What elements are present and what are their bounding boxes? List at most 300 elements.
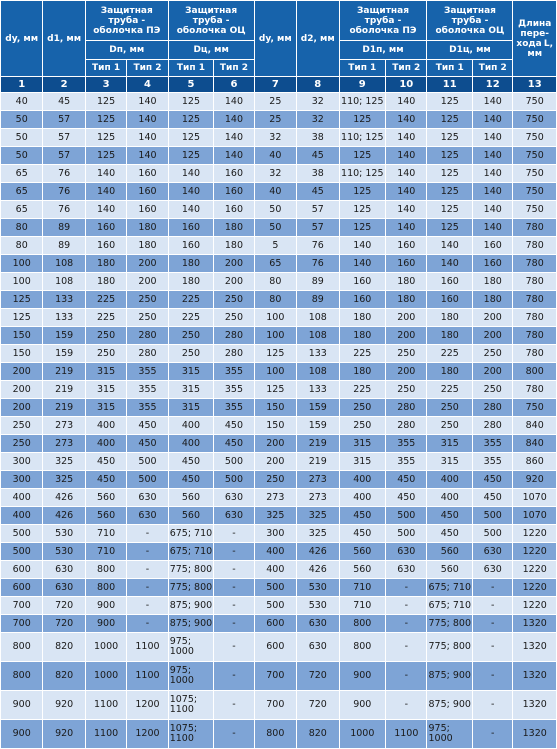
header-type2-dn: Тип 2 — [127, 60, 168, 77]
table-cell: 560 — [168, 489, 214, 507]
column-number: 7 — [254, 77, 296, 93]
table-cell: 200 — [214, 255, 254, 273]
table-cell: - — [473, 597, 513, 615]
table-cell: 400 — [427, 471, 473, 489]
table-cell: 450 — [214, 417, 254, 435]
header-type1-dn: Тип 1 — [85, 60, 126, 77]
table-cell: 125 — [85, 93, 126, 111]
table-cell: 40 — [254, 183, 296, 201]
table-cell: 160 — [427, 291, 473, 309]
table-cell: 125 — [85, 147, 126, 165]
table-cell: - — [127, 597, 168, 615]
table-cell: 750 — [513, 183, 557, 201]
table-row — [1, 327, 557, 345]
table-cell: 800 — [1, 662, 43, 691]
table-cell: 250 — [127, 291, 168, 309]
table-cell: 400 — [168, 417, 214, 435]
table-cell: 325 — [297, 507, 339, 525]
table-cell: 125 — [168, 93, 214, 111]
table-cell: 180 — [473, 291, 513, 309]
table-cell: 273 — [43, 435, 85, 453]
table-cell: 180 — [339, 327, 386, 345]
table-cell: 500 — [214, 471, 254, 489]
table-cell: 150 — [1, 327, 43, 345]
table-cell: 160 — [339, 273, 386, 291]
table-cell: 900 — [339, 691, 386, 720]
table-cell: 675; 710 — [168, 543, 214, 561]
table-cell: 355 — [386, 435, 427, 453]
table-cell: 630 — [214, 489, 254, 507]
table-cell: 315 — [85, 363, 126, 381]
table-cell: 280 — [127, 327, 168, 345]
table-cell: 780 — [513, 381, 557, 399]
table-cell: 450 — [214, 435, 254, 453]
table-cell: 65 — [1, 201, 43, 219]
table-cell: 1100 — [85, 691, 126, 720]
table-cell: 710 — [339, 579, 386, 597]
table-cell: 225 — [339, 345, 386, 363]
table-cell: 1200 — [127, 691, 168, 720]
table-cell: 160 — [168, 219, 214, 237]
table-cell: 250 — [339, 399, 386, 417]
table-row — [1, 662, 557, 691]
table-cell: 400 — [1, 489, 43, 507]
table-cell: 450 — [386, 471, 427, 489]
table-cell: 325 — [43, 453, 85, 471]
table-cell: 775; 800 — [427, 633, 473, 662]
table-row — [1, 111, 557, 129]
table-cell: 140 — [473, 183, 513, 201]
table-cell: 315 — [85, 381, 126, 399]
table-cell: 180 — [127, 219, 168, 237]
table-cell: 630 — [127, 489, 168, 507]
table-row — [1, 597, 557, 615]
table-cell: 32 — [297, 93, 339, 111]
table-cell: 100 — [254, 309, 296, 327]
table-cell: 1075; 1100 — [168, 720, 214, 749]
table-cell: 630 — [473, 561, 513, 579]
table-cell: - — [214, 579, 254, 597]
table-cell: 1220 — [513, 543, 557, 561]
table-cell: 140 — [473, 147, 513, 165]
table-cell: 355 — [473, 453, 513, 471]
table-cell: 780 — [513, 273, 557, 291]
table-cell: 125 — [254, 345, 296, 363]
table-cell: - — [127, 543, 168, 561]
table-cell: 250 — [168, 345, 214, 363]
table-row — [1, 183, 557, 201]
table-row — [1, 291, 557, 309]
table-cell: 500 — [386, 507, 427, 525]
table-cell: 900 — [85, 597, 126, 615]
table-cell: 125 — [168, 129, 214, 147]
table-cell: 280 — [214, 327, 254, 345]
table-cell: 315 — [168, 399, 214, 417]
table-cell: 280 — [386, 399, 427, 417]
table-cell: 45 — [297, 183, 339, 201]
table-cell: 250 — [1, 435, 43, 453]
table-cell: - — [214, 543, 254, 561]
table-cell: 280 — [473, 399, 513, 417]
table-cell: 80 — [1, 219, 43, 237]
header-type1-dc: Тип 1 — [168, 60, 214, 77]
table-row — [1, 345, 557, 363]
table-cell: 140 — [168, 201, 214, 219]
table-cell: 159 — [297, 417, 339, 435]
table-cell: 1100 — [127, 633, 168, 662]
table-cell: 315 — [85, 399, 126, 417]
table-cell: 710 — [85, 543, 126, 561]
table-cell: 125 — [85, 129, 126, 147]
table-cell: 100 — [254, 363, 296, 381]
table-cell: 900 — [1, 720, 43, 749]
header-type1-d1c: Тип 1 — [427, 60, 473, 77]
table-cell: 250 — [1, 417, 43, 435]
table-cell: 250 — [254, 471, 296, 489]
table-cell: 500 — [473, 525, 513, 543]
table-cell: 25 — [254, 111, 296, 129]
table-cell: 500 — [1, 525, 43, 543]
table-cell: 125 — [168, 147, 214, 165]
table-cell: 700 — [254, 691, 296, 720]
header-type2-d1n: Тип 2 — [386, 60, 427, 77]
header-type2-dc: Тип 2 — [214, 60, 254, 77]
header-d1n: D1п, мм — [339, 41, 427, 60]
table-cell: 140 — [386, 129, 427, 147]
table-cell: 76 — [43, 183, 85, 201]
table-cell: 89 — [43, 237, 85, 255]
table-cell: 775; 800 — [168, 561, 214, 579]
table-cell: 840 — [513, 417, 557, 435]
table-cell: 140 — [473, 93, 513, 111]
table-cell: 65 — [254, 255, 296, 273]
table-cell: 180 — [85, 255, 126, 273]
table-cell: 110; 125 — [339, 129, 386, 147]
table-cell: 200 — [473, 327, 513, 345]
table-cell: 250 — [127, 309, 168, 327]
table-cell: 200 — [254, 453, 296, 471]
table-cell: 50 — [254, 201, 296, 219]
table-cell: 780 — [513, 291, 557, 309]
table-cell: 600 — [1, 561, 43, 579]
header-oc-group: Защитная труба - оболочка ОЦ — [168, 1, 254, 41]
table-cell: 400 — [339, 489, 386, 507]
table-cell: - — [127, 579, 168, 597]
table-cell: 140 — [473, 111, 513, 129]
table-cell: 875; 900 — [168, 615, 214, 633]
table-cell: 1320 — [513, 662, 557, 691]
table-row — [1, 255, 557, 273]
table-cell: 38 — [297, 165, 339, 183]
table-cell: 200 — [254, 435, 296, 453]
table-cell: 45 — [43, 93, 85, 111]
table-cell: 500 — [254, 597, 296, 615]
table-row — [1, 561, 557, 579]
table-row — [1, 691, 557, 720]
table-cell: 160 — [386, 237, 427, 255]
table-cell: 450 — [85, 471, 126, 489]
table-cell: 1320 — [513, 633, 557, 662]
table-cell: 125 — [1, 291, 43, 309]
table-cell: 25 — [254, 93, 296, 111]
table-cell: 315 — [339, 453, 386, 471]
table-cell: 160 — [473, 237, 513, 255]
table-cell: 140 — [473, 165, 513, 183]
table-cell: 140 — [127, 93, 168, 111]
table-cell: 820 — [43, 633, 85, 662]
table-cell: 820 — [43, 662, 85, 691]
table-cell: 800 — [339, 615, 386, 633]
table-row — [1, 525, 557, 543]
table-cell: 875; 900 — [427, 662, 473, 691]
table-cell: 125 — [427, 165, 473, 183]
table-cell: 675; 710 — [427, 597, 473, 615]
table-cell: 250 — [473, 381, 513, 399]
table-cell: 700 — [1, 597, 43, 615]
table-cell: 76 — [297, 237, 339, 255]
table-cell: 160 — [427, 273, 473, 291]
table-cell: 140 — [127, 129, 168, 147]
table-cell: 720 — [43, 597, 85, 615]
table-row — [1, 435, 557, 453]
table-cell: 780 — [513, 255, 557, 273]
table-cell: 80 — [254, 273, 296, 291]
table-cell: - — [214, 561, 254, 579]
table-cell: 65 — [1, 183, 43, 201]
table-cell: 720 — [297, 691, 339, 720]
table-cell: 57 — [43, 111, 85, 129]
table-cell: 250 — [85, 345, 126, 363]
table-cell: 400 — [427, 489, 473, 507]
table-cell: 110; 125 — [339, 93, 386, 111]
column-number: 8 — [297, 77, 339, 93]
table-cell: 133 — [43, 309, 85, 327]
table-cell: 200 — [1, 381, 43, 399]
table-cell: 1220 — [513, 561, 557, 579]
table-cell: 100 — [1, 255, 43, 273]
table-cell: 140 — [386, 165, 427, 183]
table-cell: 600 — [1, 579, 43, 597]
table-cell: 200 — [386, 327, 427, 345]
table-cell: 57 — [43, 147, 85, 165]
table-cell: 250 — [427, 399, 473, 417]
table-cell: 355 — [127, 399, 168, 417]
table-cell: 133 — [297, 345, 339, 363]
table-cell: 355 — [214, 399, 254, 417]
table-cell: 125 — [427, 111, 473, 129]
table-cell: 560 — [339, 543, 386, 561]
table-cell: 180 — [473, 273, 513, 291]
table-cell: 300 — [1, 453, 43, 471]
table-body — [1, 93, 557, 749]
table-cell: 125 — [427, 183, 473, 201]
table-cell: 110; 125 — [339, 165, 386, 183]
table-cell: 920 — [513, 471, 557, 489]
table-cell: 160 — [168, 237, 214, 255]
table-row — [1, 399, 557, 417]
table-cell: 1100 — [386, 720, 427, 749]
table-cell: 500 — [1, 543, 43, 561]
column-number: 5 — [168, 77, 214, 93]
table-cell: 250 — [473, 345, 513, 363]
table-cell: 315 — [427, 435, 473, 453]
table-cell: 200 — [386, 363, 427, 381]
table-cell: 500 — [214, 453, 254, 471]
table-cell: 140 — [473, 129, 513, 147]
table-cell: 225 — [85, 309, 126, 327]
table-cell: 200 — [1, 399, 43, 417]
table-cell: 89 — [297, 291, 339, 309]
table-cell: 50 — [254, 219, 296, 237]
table-cell: 720 — [43, 615, 85, 633]
table-cell: - — [386, 691, 427, 720]
table-cell: 750 — [513, 129, 557, 147]
table-cell: 560 — [427, 561, 473, 579]
table-cell: 140 — [214, 111, 254, 129]
table-cell: 180 — [386, 291, 427, 309]
table-cell: 700 — [1, 615, 43, 633]
table-cell: 800 — [85, 561, 126, 579]
table-cell: - — [386, 579, 427, 597]
table-cell: 900 — [1, 691, 43, 720]
table-cell: 160 — [127, 201, 168, 219]
table-cell: 125 — [427, 129, 473, 147]
table-cell: 180 — [386, 273, 427, 291]
table-cell: 108 — [297, 363, 339, 381]
header-length: Длина пере- хода L, мм — [513, 1, 557, 77]
table-cell: 125 — [339, 219, 386, 237]
table-cell: 560 — [85, 507, 126, 525]
table-cell: 355 — [386, 453, 427, 471]
table-cell: 920 — [43, 691, 85, 720]
table-cell: 426 — [43, 507, 85, 525]
table-cell: 225 — [427, 381, 473, 399]
table-cell: 750 — [513, 201, 557, 219]
table-cell: 140 — [85, 183, 126, 201]
column-number: 3 — [85, 77, 126, 93]
table-cell: - — [214, 720, 254, 749]
table-cell: 975; 1000 — [168, 662, 214, 691]
header-dn: Dп, мм — [85, 41, 168, 60]
table-cell: 450 — [127, 435, 168, 453]
table-cell: - — [386, 615, 427, 633]
table-cell: 140 — [427, 255, 473, 273]
table-cell: 710 — [339, 597, 386, 615]
table-cell: 355 — [473, 435, 513, 453]
table-cell: 180 — [214, 237, 254, 255]
table-cell: 273 — [43, 417, 85, 435]
column-number-row — [1, 77, 557, 93]
table-cell: 315 — [339, 435, 386, 453]
header-oc-group-2: Защитная труба - оболочка ОЦ — [427, 1, 513, 41]
table-cell: 280 — [386, 417, 427, 435]
table-cell: 140 — [214, 147, 254, 165]
table-row — [1, 720, 557, 749]
table-cell: 125 — [85, 111, 126, 129]
table-cell: 450 — [127, 417, 168, 435]
table-cell: - — [214, 691, 254, 720]
table-cell: 50 — [1, 129, 43, 147]
table-row — [1, 309, 557, 327]
table-cell: 800 — [1, 633, 43, 662]
table-cell: 140 — [168, 183, 214, 201]
table-cell: 920 — [43, 720, 85, 749]
table-cell: 750 — [513, 93, 557, 111]
table-cell: 325 — [43, 471, 85, 489]
table-cell: 200 — [386, 309, 427, 327]
table-cell: 76 — [297, 255, 339, 273]
table-cell: 100 — [254, 327, 296, 345]
table-cell: 355 — [127, 363, 168, 381]
header-pe-group-2: Защитная труба - оболочка ПЭ — [339, 1, 427, 41]
table-cell: 180 — [339, 363, 386, 381]
table-row — [1, 93, 557, 111]
table-cell: 160 — [339, 291, 386, 309]
table-cell: 280 — [214, 345, 254, 363]
table-cell: 300 — [1, 471, 43, 489]
table-cell: 710 — [85, 525, 126, 543]
table-cell: 400 — [254, 561, 296, 579]
table-cell: 150 — [254, 417, 296, 435]
table-cell: 125 — [427, 219, 473, 237]
header-dy-2: dy, мм — [254, 1, 296, 77]
table-cell: 400 — [168, 435, 214, 453]
table-cell: 273 — [254, 489, 296, 507]
table-cell: 32 — [254, 129, 296, 147]
table-cell: 315 — [168, 363, 214, 381]
table-cell: 140 — [214, 93, 254, 111]
table-cell: 530 — [43, 525, 85, 543]
table-cell: 450 — [339, 507, 386, 525]
table-cell: 600 — [254, 633, 296, 662]
table-cell: 1000 — [339, 720, 386, 749]
header-dy: dy, мм — [1, 1, 43, 77]
table-cell: 160 — [214, 201, 254, 219]
table-cell: 108 — [43, 273, 85, 291]
table-cell: 160 — [386, 255, 427, 273]
table-cell: 780 — [513, 219, 557, 237]
table-cell: 400 — [339, 471, 386, 489]
table-cell: 630 — [386, 543, 427, 561]
table-cell: 1220 — [513, 597, 557, 615]
table-cell: 450 — [339, 525, 386, 543]
table-cell: 140 — [85, 165, 126, 183]
table-row — [1, 129, 557, 147]
table-cell: 1000 — [85, 633, 126, 662]
column-number: 6 — [214, 77, 254, 93]
table-cell: 160 — [85, 237, 126, 255]
table-cell: 975; 1000 — [427, 720, 473, 749]
table-cell: 180 — [168, 273, 214, 291]
table-cell: 219 — [297, 435, 339, 453]
table-cell: 500 — [386, 525, 427, 543]
table-header — [1, 1, 557, 93]
table-cell: - — [473, 662, 513, 691]
table-cell: 780 — [513, 327, 557, 345]
table-cell: 180 — [214, 219, 254, 237]
table-cell: 200 — [473, 363, 513, 381]
table-cell: 280 — [127, 345, 168, 363]
table-cell: 530 — [43, 543, 85, 561]
table-cell: 1100 — [85, 720, 126, 749]
table-cell: 426 — [43, 489, 85, 507]
table-cell: 140 — [386, 93, 427, 111]
table-row — [1, 201, 557, 219]
table-cell: 125 — [254, 381, 296, 399]
table-cell: 225 — [339, 381, 386, 399]
table-cell: 450 — [168, 453, 214, 471]
table-cell: 675; 710 — [427, 579, 473, 597]
